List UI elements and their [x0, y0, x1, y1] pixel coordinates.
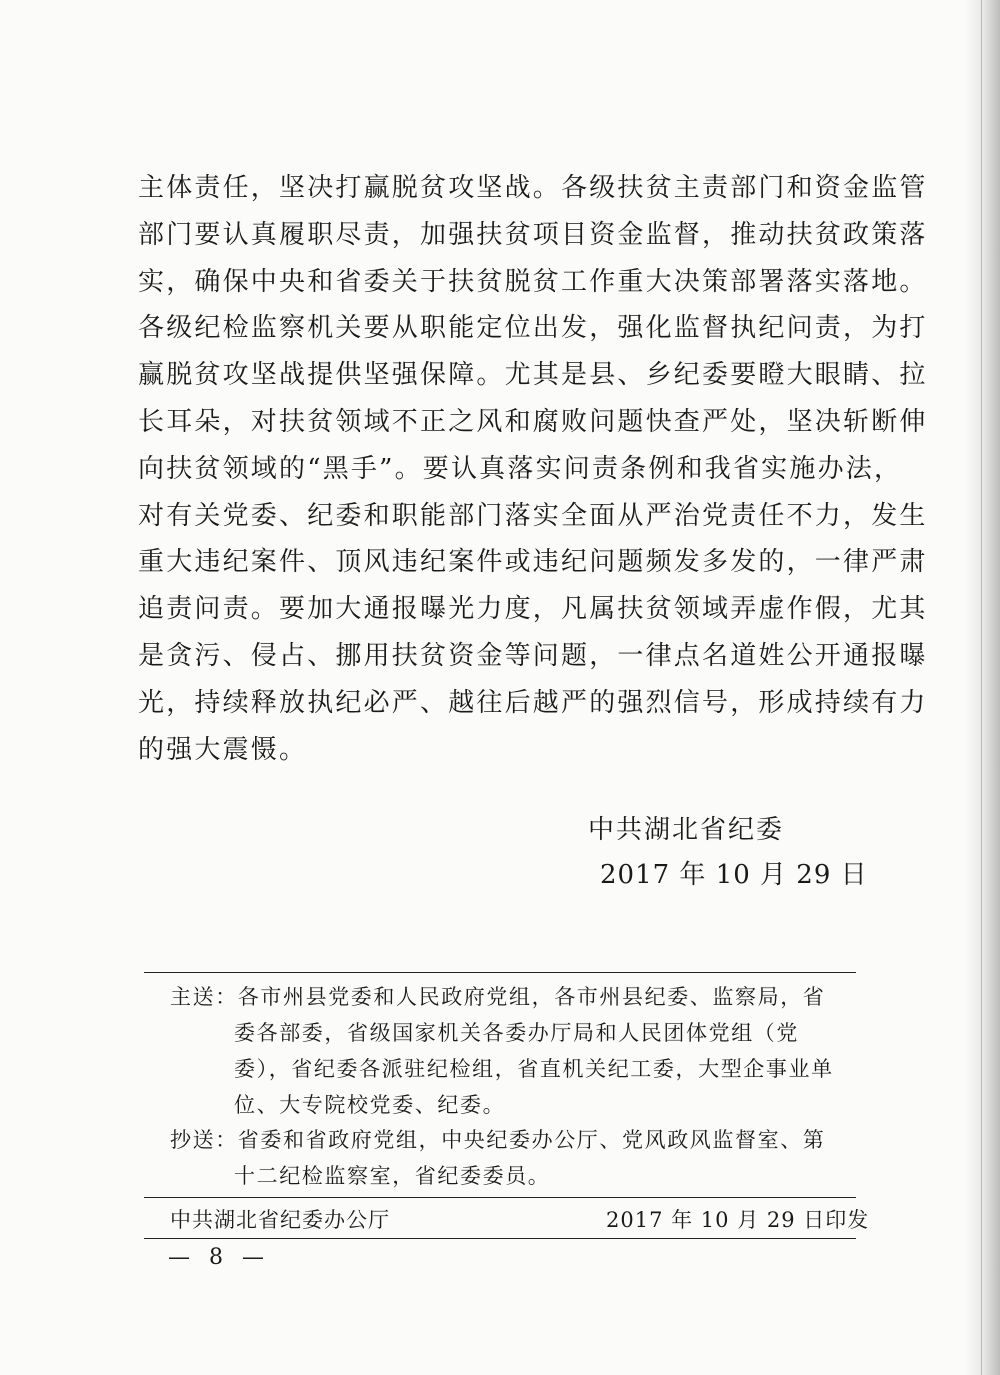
body-line: 部门要认真履职尽责，加强扶贫项目资金监督，推动扶贫政策落 [138, 219, 928, 250]
page-edge-line [981, 0, 982, 1375]
main-recipients-line: 主送：各市州县党委和人民政府党组，各市州县纪委、监察局，省 [170, 985, 826, 1009]
body-line: 实，确保中央和省委关于扶贫脱贫工作重大决策部署落实落地。 [138, 266, 928, 297]
distribution-top-rule [144, 972, 856, 973]
main-recipients-line: 位、大专院校党委、纪委。 [234, 1093, 506, 1117]
body-line: 赢脱贫攻坚战提供坚强保障。尤其是县、乡纪委要瞪大眼睛、拉 [138, 360, 928, 391]
body-line: 长耳朵，对扶贫领域不正之风和腐败问题快查严处，坚决斩断伸 [138, 406, 928, 437]
body-line: 主体责任，坚决打赢脱贫攻坚战。各级扶贫主责部门和资金监管 [138, 173, 928, 203]
imprint-office: 中共湖北省纪委办公厅 [170, 1208, 390, 1232]
body-line: 光，持续释放执纪必严、越往后越严的强烈信号，形成持续有力 [138, 687, 928, 718]
body-line: 的强大震慑。 [138, 734, 308, 765]
page-number: — 8 — [168, 1245, 270, 1270]
body-line: 向扶贫领域的“黑手”。要认真落实问责条例和我省实施办法， [138, 453, 903, 484]
body-line: 追责问责。要加大通报曝光力度，凡属扶贫领域弄虚作假，尤其 [138, 594, 928, 625]
cc-recipients-line: 抄送：省委和省政府党组，中央纪委办公厅、党风政风监督室、第 [170, 1128, 826, 1152]
body-line: 是贪污、侵占、挪用扶贫资金等问题，一律点名道姓公开通报曝 [138, 640, 928, 671]
imprint-bottom-rule [144, 1238, 856, 1239]
imprint-top-rule [144, 1197, 856, 1198]
body-line: 各级纪检监察机关要从职能定位出发，强化监督执纪问责，为打 [138, 313, 928, 344]
cc-recipients-line: 十二纪检监察室，省纪委委员。 [234, 1164, 551, 1188]
body-line: 对有关党委、纪委和职能部门落实全面从严治党责任不力，发生 [138, 500, 928, 531]
imprint-date: 2017 年 10 月 29 日印发 [606, 1208, 870, 1232]
main-recipients-line: 委各部委，省级国家机关各委办厅局和人民团体党组（党 [234, 1021, 799, 1045]
body-text [138, 165, 928, 773]
main-recipients-line: 委），省纪委各派驻纪检组，省直机关纪工委，大型企事业单 [234, 1057, 834, 1081]
signature-date: 2017 年 10 月 29 日 [600, 860, 868, 890]
page-edge-shadow [964, 0, 1000, 1375]
body-line: 重大违纪案件、顶风违纪案件或违纪问题频发多发的，一律严肃 [138, 547, 928, 578]
signature-org: 中共湖北省纪委 [588, 815, 785, 845]
